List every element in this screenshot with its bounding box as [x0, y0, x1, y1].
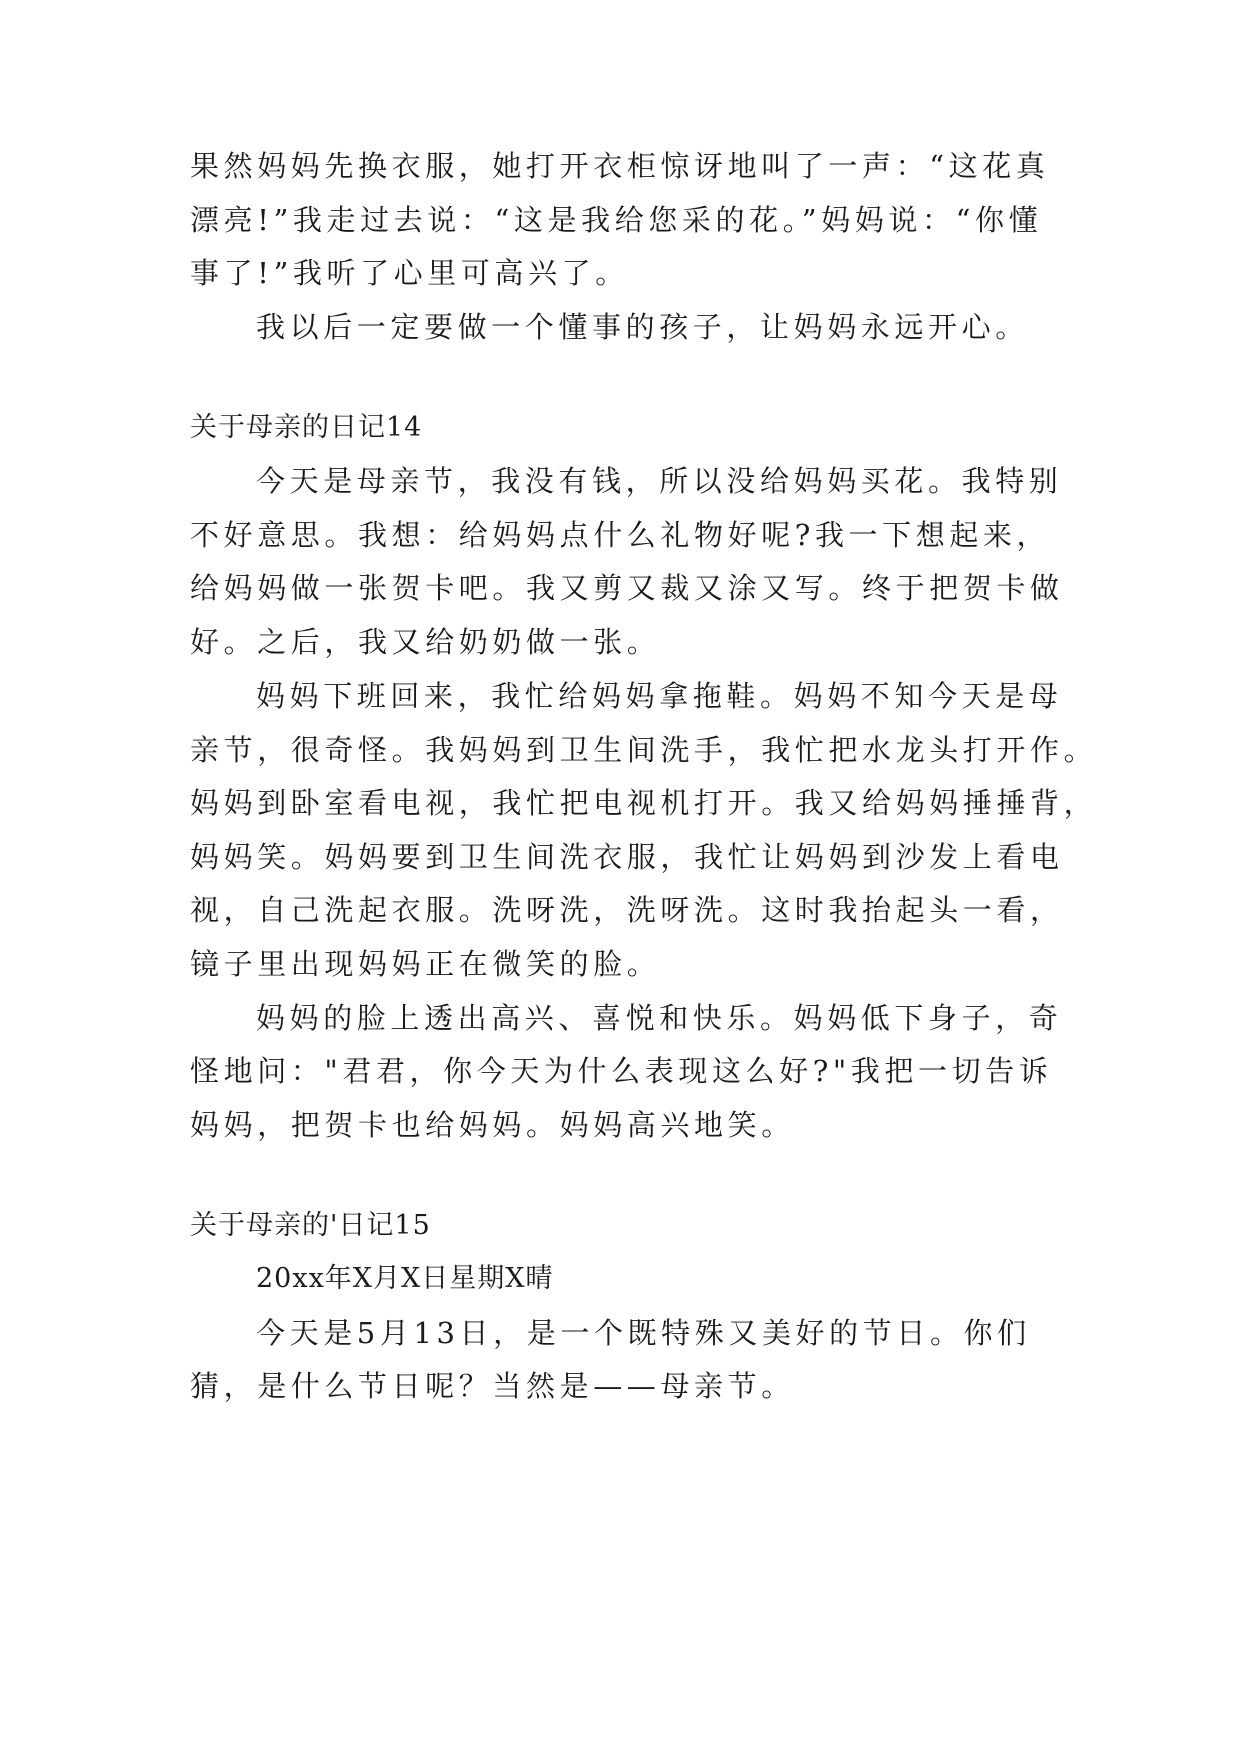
diary-date-line: 20xx年X月X日星期X晴 [256, 1263, 554, 1294]
paragraph-line: 今天是5月13日，是一个既特殊又美好的节日。你们 [256, 1316, 1031, 1350]
paragraph-line: 给妈妈做一张贺卡吧。我又剪又裁又涂又写。终于把贺卡做 [190, 571, 1064, 605]
paragraph-line: 果然妈妈先换衣服，她打开衣柜惊讶地叫了一声：“这花真 [190, 149, 1050, 183]
paragraph-line: 不好意思。我想：给妈妈点什么礼物好呢?我一下想起来， [190, 518, 1051, 552]
paragraph-line: 事了!”我听了心里可高兴了。 [190, 256, 629, 290]
paragraph-line: 妈妈笑。妈妈要到卫生间洗衣服，我忙让妈妈到沙发上看电 [190, 840, 1064, 874]
paragraph-line: 我以后一定要做一个懂事的孩子，让妈妈永远开心。 [256, 310, 1029, 344]
section-heading: 关于母亲的'日记15 [190, 1210, 431, 1241]
paragraph-line: 好。之后，我又给奶奶做一张。 [190, 625, 661, 659]
paragraph-line: 漂亮!”我走过去说：“这是我给您采的花。”妈妈说：“你懂 [190, 203, 1043, 237]
section-heading: 关于母亲的日记14 [190, 412, 423, 443]
paragraph-line: 怪地问："君君，你今天为什么表现这么好?"我把一切告诉 [190, 1054, 1053, 1088]
paragraph-line: 妈妈到卧室看电视，我忙把电视机打开。我又给妈妈捶捶背， [190, 786, 1098, 820]
paragraph-line: 猜，是什么节日呢？当然是——母亲节。 [190, 1369, 795, 1403]
paragraph-line: 视，自己洗起衣服。洗呀洗，洗呀洗。这时我抬起头一看， [190, 893, 1064, 927]
paragraph-line: 妈妈下班回来，我忙给妈妈拿拖鞋。妈妈不知今天是母 [256, 679, 1063, 713]
paragraph-line: 亲节，很奇怪。我妈妈到卫生间洗手，我忙把水龙头打开作。 [190, 733, 1098, 767]
paragraph-line: 镜子里出现妈妈正在微笑的脸。 [190, 947, 661, 981]
paragraph-line: 今天是母亲节，我没有钱，所以没给妈妈买花。我特别 [256, 464, 1063, 498]
paragraph-line: 妈妈的脸上透出高兴、喜悦和快乐。妈妈低下身子，奇 [256, 1001, 1063, 1035]
paragraph-line: 妈妈，把贺卡也给妈妈。妈妈高兴地笑。 [190, 1108, 795, 1142]
